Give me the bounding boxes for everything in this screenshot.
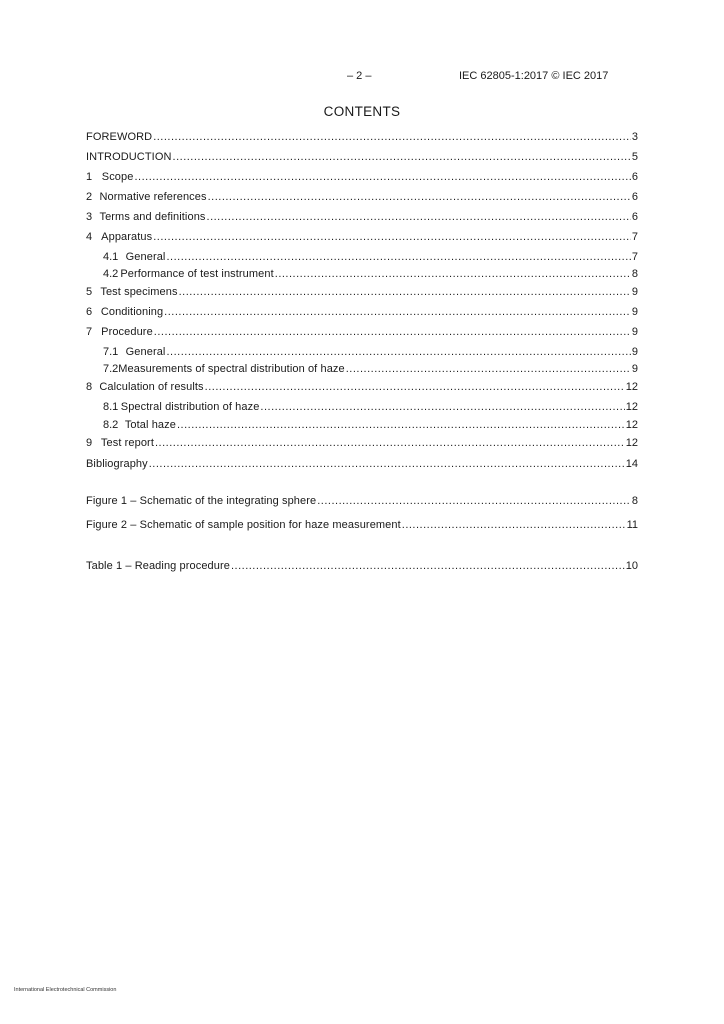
figure-label: Figure 1 – Schematic of the integrating sphere xyxy=(86,495,317,507)
table-entry[interactable] xyxy=(86,560,638,574)
toc-label: INTRODUCTION xyxy=(86,151,172,163)
toc-label: Calculation of results xyxy=(99,381,204,393)
page-title: CONTENTS xyxy=(323,104,401,119)
toc-entry[interactable] xyxy=(86,191,638,205)
toc-number: 4 xyxy=(86,231,93,243)
toc-label: Spectral distribution of haze xyxy=(120,401,260,413)
toc-page: 9 xyxy=(631,306,638,318)
table-page: 10 xyxy=(625,560,638,572)
toc-page: 7 xyxy=(631,251,638,263)
toc-label: Normative references xyxy=(99,191,207,203)
toc-page: 12 xyxy=(625,401,638,413)
toc-page: 12 xyxy=(625,419,638,431)
toc-label: Performance of test instrument xyxy=(120,268,274,280)
toc-entry[interactable] xyxy=(86,458,638,472)
toc-entry[interactable] xyxy=(86,346,638,360)
toc-entry[interactable] xyxy=(86,437,638,451)
toc-label: Test specimens xyxy=(100,286,178,298)
toc-entry[interactable] xyxy=(86,286,638,300)
toc-label: Conditioning xyxy=(100,306,164,318)
page-number: – 2 – xyxy=(347,70,372,82)
toc-entry[interactable] xyxy=(86,211,638,225)
toc-number: 7.2 xyxy=(103,363,119,375)
toc-label: Test report xyxy=(100,437,154,449)
toc-entry[interactable] xyxy=(86,326,638,340)
toc-entry[interactable] xyxy=(86,381,638,395)
toc-entry[interactable] xyxy=(86,131,638,145)
table-label: Table 1 – Reading procedure xyxy=(86,560,230,572)
toc-entry[interactable] xyxy=(86,171,638,185)
figure-entry[interactable] xyxy=(86,495,638,509)
figure-entry[interactable] xyxy=(86,519,638,533)
toc-number: 8.2 xyxy=(103,419,119,431)
toc-number: 6 xyxy=(86,306,93,318)
toc-label: Total haze xyxy=(124,419,176,431)
toc-entry[interactable] xyxy=(86,363,638,377)
toc-entry[interactable] xyxy=(86,401,638,415)
toc-label: Measurements of spectral distribution of haze xyxy=(118,363,345,375)
toc-page: 9 xyxy=(631,363,638,375)
toc-entry[interactable] xyxy=(86,419,638,433)
toc-number: 4.2 xyxy=(103,268,119,280)
toc-label: General xyxy=(125,346,166,358)
footer-organization: International Electrotechnical Commission xyxy=(14,987,117,993)
toc-number: 5 xyxy=(86,286,93,298)
toc-label: Scope xyxy=(101,171,134,183)
toc-page: 3 xyxy=(631,131,638,143)
toc-label: Bibliography xyxy=(86,458,148,470)
toc-page: 8 xyxy=(631,268,638,280)
toc-label: FOREWORD xyxy=(86,131,153,143)
toc-page: 9 xyxy=(631,346,638,358)
toc-number: 8 xyxy=(86,381,93,393)
toc-page: 14 xyxy=(625,458,638,470)
toc-entry[interactable] xyxy=(86,151,638,165)
toc-page: 6 xyxy=(631,171,638,183)
toc-number: 9 xyxy=(86,437,93,449)
toc-number: 7.1 xyxy=(103,346,119,358)
toc-label: Procedure xyxy=(101,326,153,338)
toc-entry[interactable] xyxy=(86,306,638,320)
toc-page: 9 xyxy=(631,286,638,298)
toc-page: 12 xyxy=(625,381,638,393)
figure-page: 8 xyxy=(631,495,638,507)
toc-page: 9 xyxy=(631,326,638,338)
toc-label: Terms and definitions xyxy=(99,211,206,223)
toc-entry[interactable] xyxy=(86,268,638,282)
toc-number: 3 xyxy=(86,211,93,223)
toc-number: 8.1 xyxy=(103,401,119,413)
toc-number: 7 xyxy=(86,326,93,338)
toc-page: 6 xyxy=(631,211,638,223)
toc-page: 5 xyxy=(631,151,638,163)
toc-page: 12 xyxy=(625,437,638,449)
toc-number: 2 xyxy=(86,191,93,203)
toc-number: 4.1 xyxy=(103,251,119,263)
toc-entry[interactable] xyxy=(86,231,638,245)
toc-number: 1 xyxy=(86,171,93,183)
figure-label: Figure 2 – Schematic of sample position for haze measurement xyxy=(86,519,401,531)
toc-page: 6 xyxy=(631,191,638,203)
toc-page: 7 xyxy=(631,231,638,243)
figure-page: 11 xyxy=(626,519,638,531)
toc-label: General xyxy=(125,251,166,263)
document-reference: IEC 62805-1:2017 © IEC 2017 xyxy=(459,70,609,82)
toc-label: Apparatus xyxy=(101,231,153,243)
toc-entry[interactable] xyxy=(86,251,638,265)
